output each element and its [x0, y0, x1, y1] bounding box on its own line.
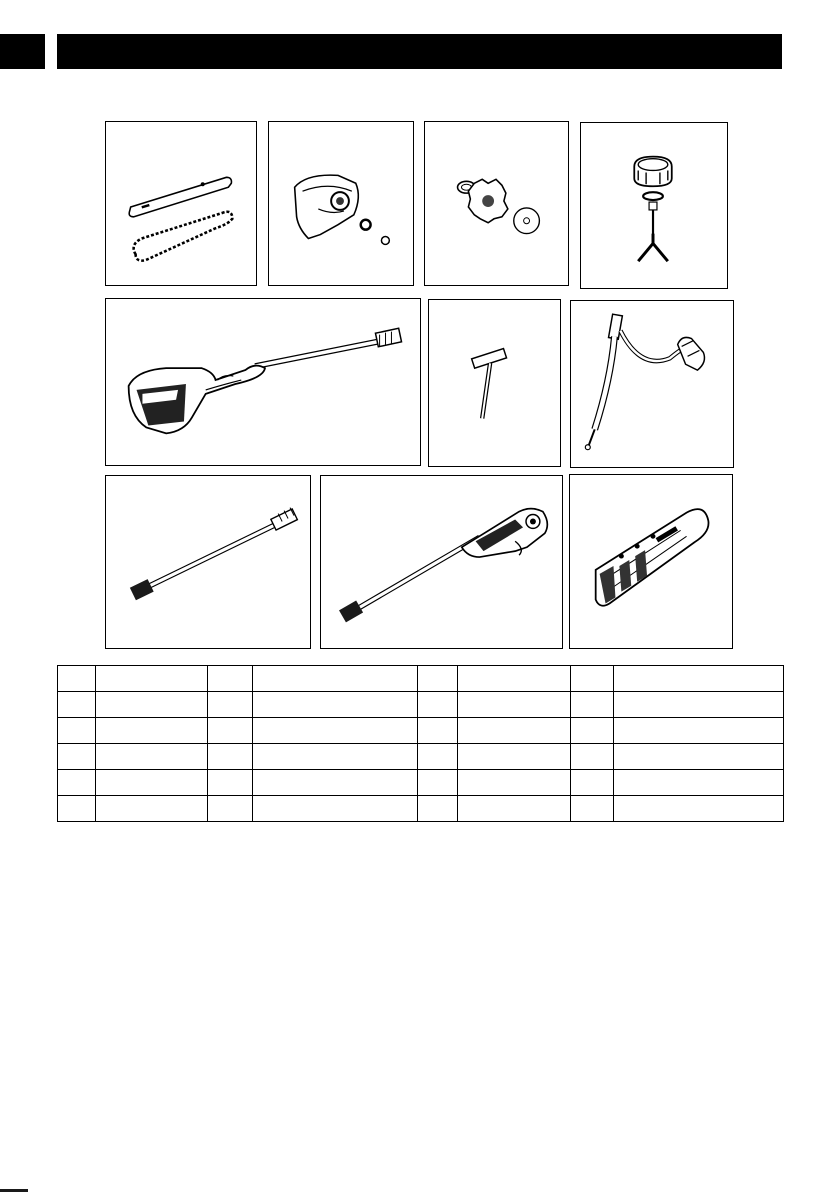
wrench-icon [429, 300, 560, 466]
parts-table [57, 665, 784, 822]
panel-bar-scabbard [569, 474, 733, 649]
part-number-cell [58, 770, 96, 796]
table-row [58, 744, 784, 770]
part-number-cell [571, 718, 614, 744]
panel-motor-cover [268, 121, 414, 286]
panel-wrench [428, 299, 561, 467]
part-name-cell [253, 666, 418, 692]
part-name-cell [614, 692, 784, 718]
table-row [58, 796, 784, 822]
part-name-cell [96, 770, 208, 796]
shoulder-strap-icon [571, 301, 733, 467]
part-name-cell [253, 744, 418, 770]
part-number-cell [58, 718, 96, 744]
part-number-cell [58, 744, 96, 770]
part-name-cell [458, 796, 571, 822]
part-name-cell [458, 770, 571, 796]
table-row [58, 718, 784, 744]
extension-pole-icon [106, 476, 310, 648]
part-number-cell [418, 796, 458, 822]
panel-bar-and-chain [105, 121, 257, 286]
part-number-cell [208, 692, 253, 718]
part-name-cell [458, 744, 571, 770]
part-number-cell [208, 770, 253, 796]
part-name-cell [614, 770, 784, 796]
part-name-cell [96, 744, 208, 770]
part-number-cell [418, 666, 458, 692]
part-number-cell [208, 796, 253, 822]
part-name-cell [96, 796, 208, 822]
part-number-cell [571, 770, 614, 796]
part-name-cell [458, 666, 571, 692]
part-name-cell [614, 744, 784, 770]
page-number-tab [0, 34, 45, 69]
part-name-cell [253, 770, 418, 796]
oil-cap-icon [581, 123, 727, 288]
part-number-cell [418, 744, 458, 770]
part-name-cell [253, 692, 418, 718]
power-head-icon [106, 299, 420, 465]
part-number-cell [208, 718, 253, 744]
panel-saw-head-pole [320, 475, 563, 649]
panel-extension-pole [105, 475, 311, 649]
part-number-cell [571, 744, 614, 770]
panel-power-head [105, 298, 421, 466]
part-name-cell [253, 718, 418, 744]
part-number-cell [58, 666, 96, 692]
part-name-cell [253, 796, 418, 822]
panel-oil-cap [580, 122, 728, 289]
table-row [58, 770, 784, 796]
part-number-cell [571, 796, 614, 822]
part-name-cell [614, 666, 784, 692]
part-number-cell [58, 796, 96, 822]
panel-shoulder-strap [570, 300, 734, 468]
part-number-cell [418, 692, 458, 718]
part-number-cell [571, 666, 614, 692]
part-number-cell [208, 744, 253, 770]
part-number-cell [58, 692, 96, 718]
saw-head-pole-icon [321, 476, 562, 648]
part-number-cell [418, 718, 458, 744]
part-number-cell [418, 770, 458, 796]
bar-scabbard-icon [570, 475, 732, 648]
sprocket-icon [425, 122, 568, 285]
panel-sprocket [424, 121, 569, 286]
bar-and-chain-icon [106, 122, 256, 285]
section-title-bar [57, 34, 782, 69]
part-name-cell [96, 666, 208, 692]
part-name-cell [96, 718, 208, 744]
part-number-cell [208, 666, 253, 692]
part-name-cell [614, 718, 784, 744]
part-name-cell [458, 692, 571, 718]
table-row [58, 692, 784, 718]
part-name-cell [458, 718, 571, 744]
part-number-cell [571, 692, 614, 718]
motor-housing-cover-icon [269, 122, 413, 285]
part-name-cell [96, 692, 208, 718]
table-row [58, 666, 784, 692]
part-name-cell [614, 796, 784, 822]
